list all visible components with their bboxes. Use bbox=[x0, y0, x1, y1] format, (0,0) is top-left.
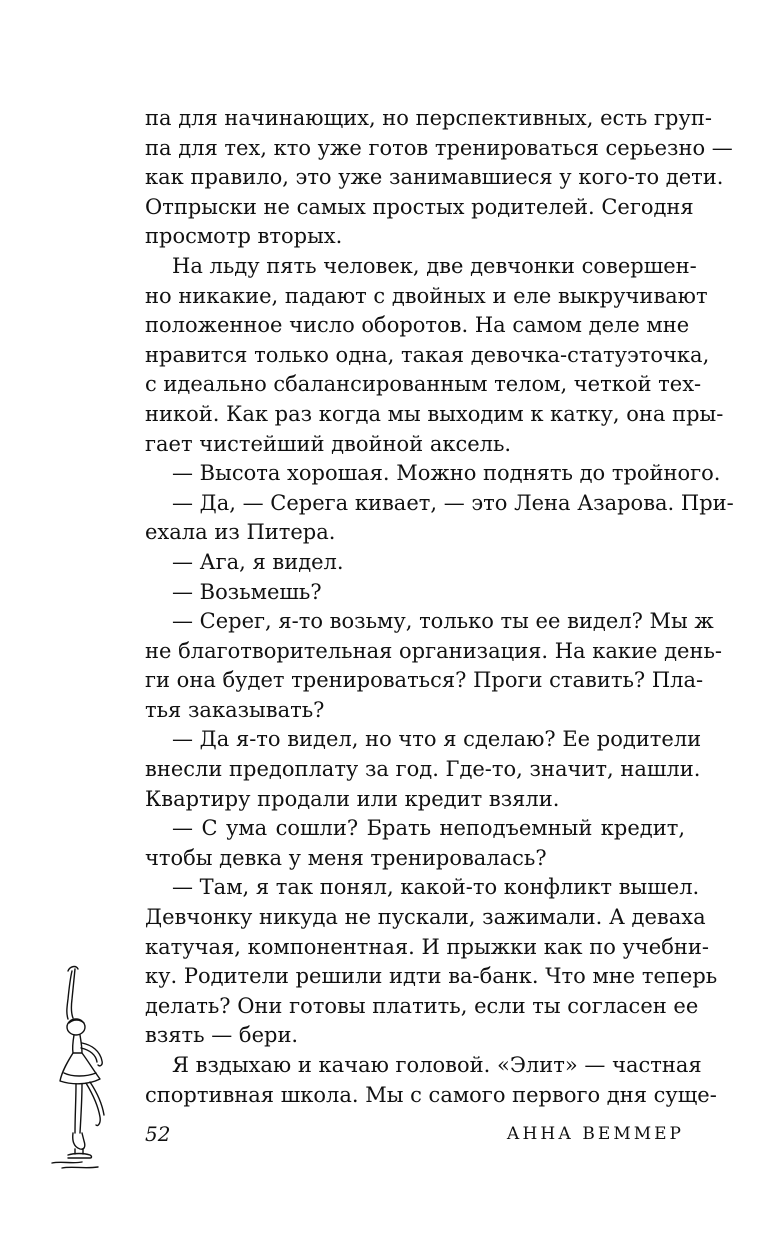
text-line: как правило, это уже занимавшиеся у кого-то дети. bbox=[145, 165, 724, 190]
text-line: гает чистейший двойной аксель. bbox=[145, 431, 512, 456]
text-line: но никакие, падают с двойных и еле выкручивают bbox=[145, 283, 708, 308]
running-header-author: АННА ВЕММЕР bbox=[506, 1124, 684, 1144]
text-line: Квартиру продали или кредит взяли. bbox=[145, 786, 560, 811]
text-line: тья заказывать? bbox=[145, 697, 325, 722]
text-line: положенное число оборотов. На самом деле мне bbox=[145, 313, 690, 338]
text-line: — Возьмешь? bbox=[172, 579, 322, 604]
text-line: ехала из Питера. bbox=[145, 520, 336, 545]
text-line: катучая, компонентная. И прыжки как по учебни- bbox=[145, 934, 709, 959]
text-line: — С ума сошли? Брать неподъемный кредит, bbox=[172, 816, 685, 841]
text-line: — Там, я так понял, какой-то конфликт вышел. bbox=[172, 875, 700, 900]
text-line: На льду пять человек, две девчонки совершен- bbox=[172, 253, 697, 278]
text-line: нравится только одна, такая девочка-статуэточка, bbox=[145, 342, 710, 367]
text-line: — Ага, я видел. bbox=[172, 549, 344, 574]
text-line: па для начинающих, но перспективных, есть груп- bbox=[145, 106, 712, 130]
text-line: с идеально сбалансированным телом, четкой тех- bbox=[145, 372, 702, 397]
text-line: па для тех, кто уже готов тренироваться серьезно — bbox=[145, 135, 733, 160]
text-line: спортивная школа. Мы с самого первого дня суще- bbox=[145, 1082, 717, 1107]
text-line: чтобы девка у меня тренировалась? bbox=[145, 845, 547, 870]
text-line: Я вздыхаю и качаю головой. «Элит» — частная bbox=[172, 1053, 702, 1077]
text-line: ги она будет тренироваться? Проги ставить? Пла- bbox=[145, 668, 704, 693]
text-line: ку. Родители решили идти ва-банк. Что мне теперь bbox=[145, 964, 718, 989]
page-number: 52 bbox=[145, 1122, 171, 1146]
text-line: взять — бери. bbox=[145, 1023, 299, 1048]
text-line: просмотр вторых. bbox=[145, 224, 343, 249]
text-line: Отпрыски не самых простых родителей. Сегодня bbox=[145, 194, 694, 219]
text-line: никой. Как раз когда мы выходим к катку, она пры- bbox=[145, 401, 724, 426]
text-line: — Да я-то видел, но что я сделаю? Ее родители bbox=[172, 727, 702, 752]
text-line: делать? Они готовы платить, если ты согласен ее bbox=[145, 993, 699, 1018]
text-line: Девчонку никуда не пускали, зажимали. А деваха bbox=[145, 905, 706, 930]
text-line: внесли предоплату за год. Где-то, значит, нашли. bbox=[145, 757, 701, 782]
text-line: — Высота хорошая. Можно поднять до тройного. bbox=[172, 461, 721, 486]
text-line: не благотворительная организация. На какие день- bbox=[145, 638, 722, 663]
figure-skater-illustration bbox=[42, 965, 132, 1175]
text-line: — Серег, я-то возьму, только ты ее видел? Мы ж bbox=[172, 609, 714, 634]
body-text bbox=[145, 104, 734, 1110]
text-line: — Да, — Серега кивает, — это Лена Азарова. При- bbox=[172, 490, 734, 515]
